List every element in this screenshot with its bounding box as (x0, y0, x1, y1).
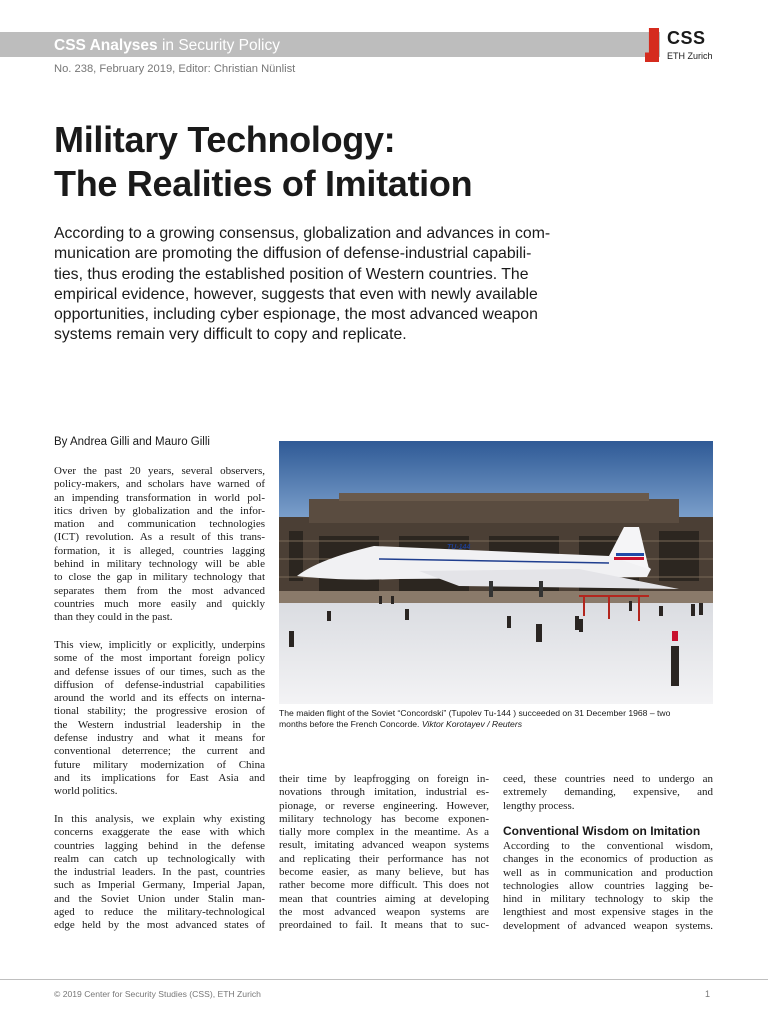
plane-marking: TU-144 (447, 544, 471, 551)
text-line: formation, it is alleged, countries lagging (54, 544, 265, 557)
text-line: result, imitating advanced weapon systems (279, 839, 489, 852)
footer-copyright: © 2019 Center for Security Studies (CSS), ETH Zurich (54, 989, 261, 999)
text-line: and its implications for East Asia and (54, 771, 265, 784)
column-1-paragraph-3 (54, 813, 265, 933)
text-line: tially more complex in the meantime. As a (279, 826, 489, 839)
text-line: rather become more difficult. This does not (279, 879, 489, 892)
text-line: This view, implicitly or explicitly, underpins (54, 639, 265, 651)
text-line: than they could in the past. (54, 611, 173, 624)
section-heading: Conventional Wisdom on Imitation (503, 824, 701, 838)
text-line: the Western industrial leadership in the (54, 718, 265, 731)
title-line: The Realities of Imitation (54, 163, 473, 204)
text-line: well as in communication and production (503, 866, 713, 879)
text-line: policy-makers, and scholars have warned of (54, 478, 265, 491)
text-line: pionage, or reverse engineering. However, (279, 799, 489, 812)
text-line: the industrial leaders. In the past, countries (54, 866, 265, 879)
series-title-bold: CSS Analyses (54, 37, 158, 54)
text-line: tional stability; the progressive erosion of (54, 705, 265, 718)
text-line: world politics. (54, 785, 118, 798)
text-line: realm can catch up technologically with (54, 852, 265, 865)
caption-text: months before the French Concorde. (279, 719, 422, 729)
text-line: and replicating their performance has not (279, 852, 489, 865)
text-line: an impending transformation in world pol- (54, 491, 265, 504)
text-line: defense industry and what it means for (54, 732, 265, 745)
byline: By Andrea Gilli and Mauro Gilli (54, 436, 210, 448)
column-1-paragraph-2 (54, 639, 265, 799)
text-line: diffusion of defense-industrial capabilities (54, 678, 265, 691)
text-line: military technology has become exponen- (279, 812, 489, 825)
text-line: and defense issues of our times, such as the (54, 665, 265, 678)
text-line: novations through imitation, industrial es- (279, 786, 489, 799)
lead-line: opportunities, including cyber espionage, the most advanced weapon (54, 306, 538, 324)
text-line: itics driven by globalization and the infor- (54, 504, 265, 517)
series-title (54, 37, 280, 55)
text-line: lengthiest and most expensive stages in the (503, 906, 713, 919)
css-logo-text: CSS (667, 28, 706, 48)
text-line: mation and communication technologies (54, 518, 265, 531)
text-line: conventional deterrence; the current and (54, 745, 265, 758)
footer-divider (0, 979, 768, 980)
lead-line: empirical evidence, however, suggests that even with newly available (54, 285, 538, 303)
text-line: the most advanced weapon systems are (279, 905, 489, 918)
text-line: lengthy process. (503, 799, 575, 812)
text-line: and the Soviet Union under Stalin man- (54, 892, 265, 905)
text-line: separates them from the most advanced (54, 584, 265, 597)
text-line: to close the gap in military technology that (54, 571, 265, 584)
lead-line: According to a growing consensus, globalization and advances in com- (54, 225, 551, 242)
text-line: development of advanced weapon systems. (503, 919, 713, 932)
caption-line (279, 719, 719, 730)
lead-line: ties, thus eroding the established position of Western countries. The (54, 265, 529, 283)
text-line: around the world and its effects on interna- (54, 692, 265, 705)
text-line: concerns exaggerate the ease with which (54, 826, 265, 839)
text-line: countries much more easily and quickly (54, 597, 265, 610)
text-line: (ICT) revolution. As a result of this trans- (54, 531, 265, 544)
text-line: become easier, as many believe, but has (279, 866, 489, 879)
text-line: countries lagging behind in the defense (54, 839, 265, 852)
title-line: Military Technology: (54, 119, 396, 160)
lead-line: munication are promoting the diffusion of defense-industrial capabili- (54, 245, 532, 263)
photo-credit: Viktor Korotayev / Reuters (421, 719, 522, 729)
text-line: extremely demanding, expensive, and (503, 786, 713, 799)
text-line: ceed, these countries need to undergo an (503, 773, 713, 785)
text-line: edge held by the most advanced states of (54, 919, 265, 932)
page-title (54, 118, 472, 206)
text-line: mean that countries aiming at developing (279, 892, 489, 905)
text-line: aged to reduce the military-technological (54, 906, 265, 919)
eth-zurich-label: ETH Zurich (667, 51, 713, 61)
series-title-rest: in Security Policy (157, 37, 280, 54)
text-line: such as Imperial Germany, Imperial Japan, (54, 879, 265, 892)
caption-line: The maiden flight of the Soviet “Concordski” (Tupolev Tu-144 ) succeeded on 31 December 1968 – two (279, 708, 671, 718)
tu144-photo (279, 441, 713, 704)
page-number: 1 (705, 989, 711, 999)
column-2 (279, 773, 489, 933)
lead-line: systems remain very difficult to copy and replicate. (54, 326, 407, 344)
text-line: technologies allow countries lagging be- (503, 879, 713, 892)
lead-paragraph (54, 224, 614, 346)
text-line: changes in the economics of production as (503, 853, 713, 866)
text-line: some of the most important foreign policy (54, 652, 265, 665)
text-line: Over the past 20 years, several observers, (54, 465, 265, 477)
text-line: In this analysis, we explain why existing (54, 813, 265, 825)
text-line: behind in military technology will be able (54, 558, 265, 571)
column-3-top (503, 773, 713, 813)
photo-caption (279, 708, 719, 730)
column-3-bottom (503, 840, 713, 933)
text-line: their time by leapfrogging on foreign in- (279, 773, 489, 785)
text-line: According to the conventional wisdom, (503, 840, 713, 852)
text-line: future military modernization of China (54, 758, 265, 771)
issue-line: No. 238, February 2019, Editor: Christian Nünlist (54, 63, 296, 75)
text-line: hind in military technology to skip the (503, 893, 713, 906)
column-1-paragraph-1 (54, 465, 265, 625)
text-line: preordained to fail. It means that to suc- (279, 919, 489, 932)
